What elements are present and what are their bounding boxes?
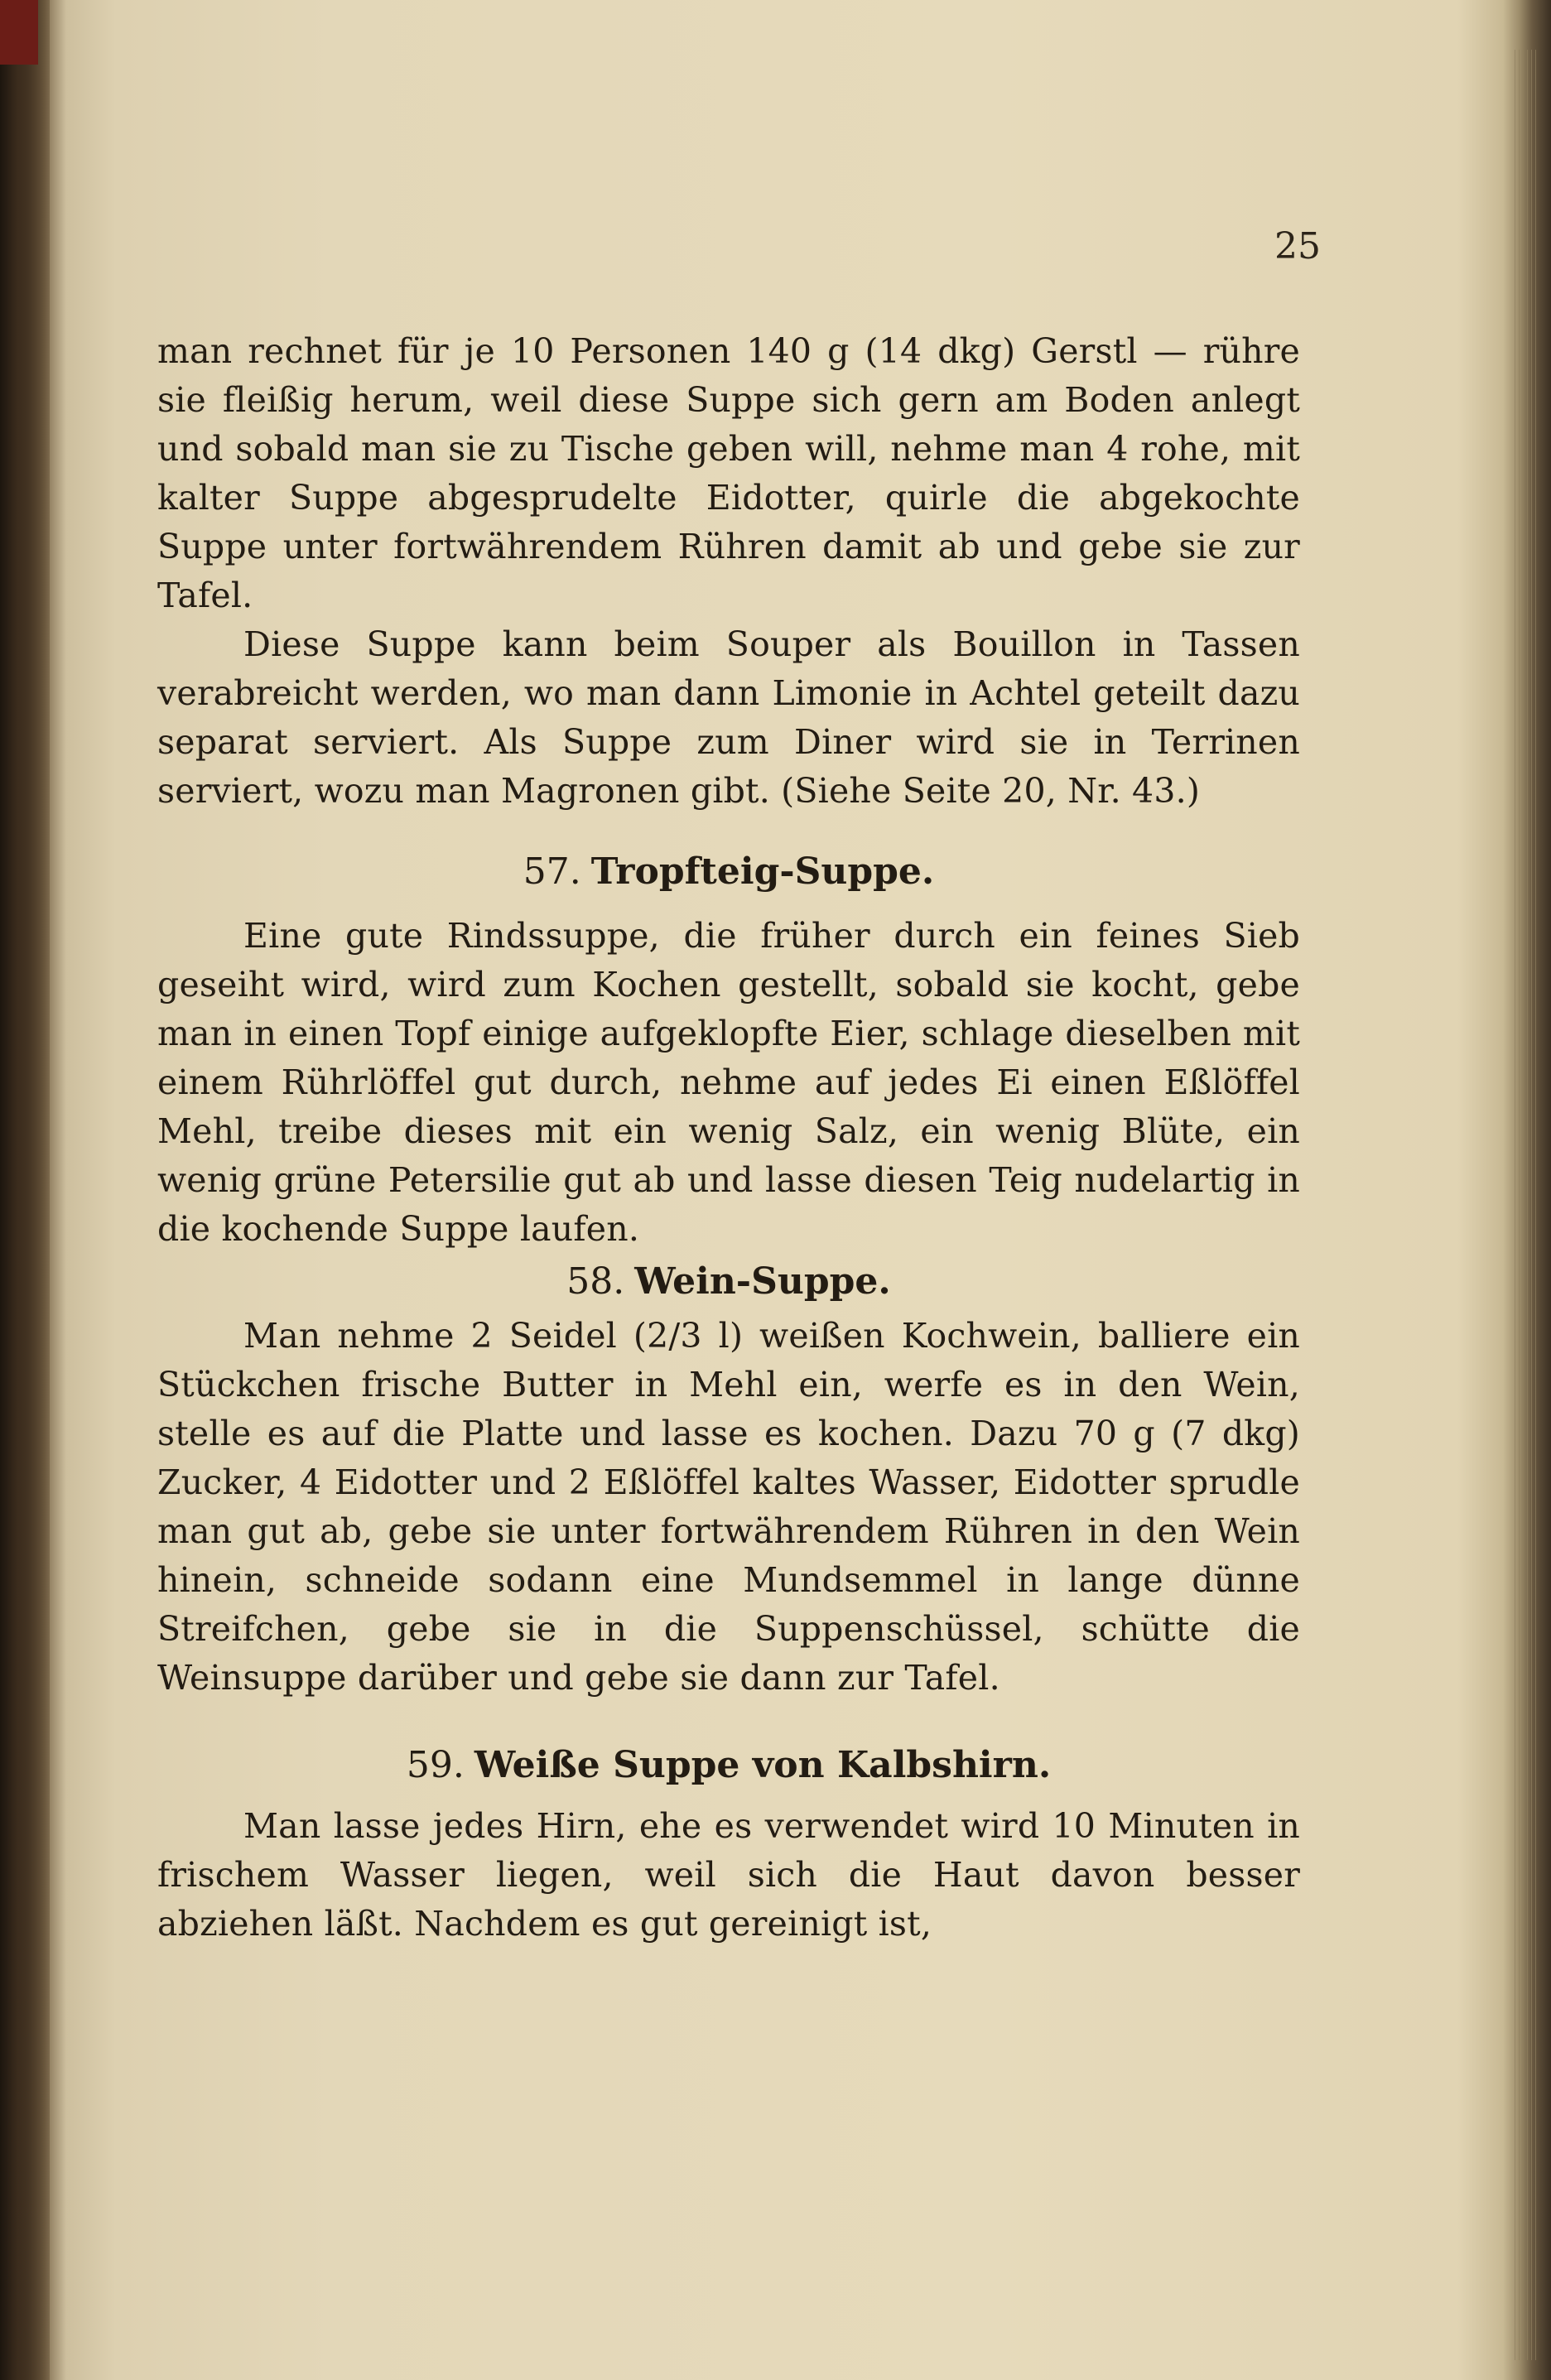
recipe-number: 58. <box>566 1260 625 1303</box>
book-spine <box>0 0 50 2380</box>
recipe-number: 57. <box>523 850 581 893</box>
recipe-title: Tropfteig-Suppe. <box>590 850 935 893</box>
paragraph-continued: man rechnet für je 10 Personen 140 g (14 dkg) Gerstl — rühre sie fleißig herum, weil diese Suppe sich gern am Boden anlegt und sobald man sie zu Tische geben will, nehme man 4 rohe, mit kalter Suppe abgesprudelte Eidotter, quirle die abgekochte Suppe unter fortwährendem Rühren damit ab und gebe sie zur Tafel. <box>157 331 1300 615</box>
page-edges <box>1515 50 1539 2360</box>
recipe-heading-59 <box>157 1739 1300 1792</box>
red-bookmark-mark <box>0 0 38 65</box>
recipe-title: Wein-Suppe. <box>634 1260 891 1303</box>
recipe-number: 59. <box>406 1744 465 1786</box>
recipe-heading-58 <box>157 1255 1300 1308</box>
recipe-title: Weiße Suppe von Kalbshirn. <box>474 1744 1052 1786</box>
recipe-text-59: Man lasse jedes Hirn, ehe es verwendet wird 10 Minuten in frischem Wasser liegen, weil sich die Haut davon besser abziehen läßt. Nachdem es gut gereinigt ist, <box>157 1806 1300 1944</box>
page-text <box>157 327 1300 1949</box>
paragraph-serving-note: Diese Suppe kann beim Souper als Bouillon in Tassen verabreicht werden, wo man dann Limonie in Achtel geteilt dazu separat serviert. Als Suppe zum Diner wird sie in Terrinen serviert, wozu man Magronen gibt. (Siehe Seite 20, Nr. 43.) <box>157 624 1300 811</box>
recipe-text-58: Man nehme 2 Seidel (2/3 l) weißen Kochwein, balliere ein Stückchen frische Butter in Mehl ein, werfe es in den Wein, stelle es auf die Platte und lasse es kochen. Dazu 70 g (7 dkg) Zucker, 4 Eidotter und 2 Eßlöffel kaltes Wasser, Eidotter sprudle man gut ab, gebe sie unter fortwährendem Rühren in den Wein hinein, schneide sodann eine Mundsemmel in lange dünne Streifchen, gebe sie in die Suppenschüssel, schütte die Weinsuppe darüber und gebe sie dann zur Tafel. <box>157 1316 1300 1698</box>
page-number: 25 <box>1274 225 1321 267</box>
recipe-text-57: Eine gute Rindssuppe, die früher durch ein feines Sieb geseiht wird, wird zum Kochen gestellt, sobald sie kocht, gebe man in einen Topf einige aufgeklopfte Eier, schlage dieselben mit einem Rührlöffel gut durch, nehme auf jedes Ei einen Eßlöffel Mehl, treibe dieses mit ein wenig Salz, ein wenig Blüte, ein wenig grüne Petersilie gut ab und lasse diesen Teig nudelartig in die kochende Suppe laufen. <box>157 916 1300 1249</box>
recipe-heading-57 <box>157 846 1300 899</box>
